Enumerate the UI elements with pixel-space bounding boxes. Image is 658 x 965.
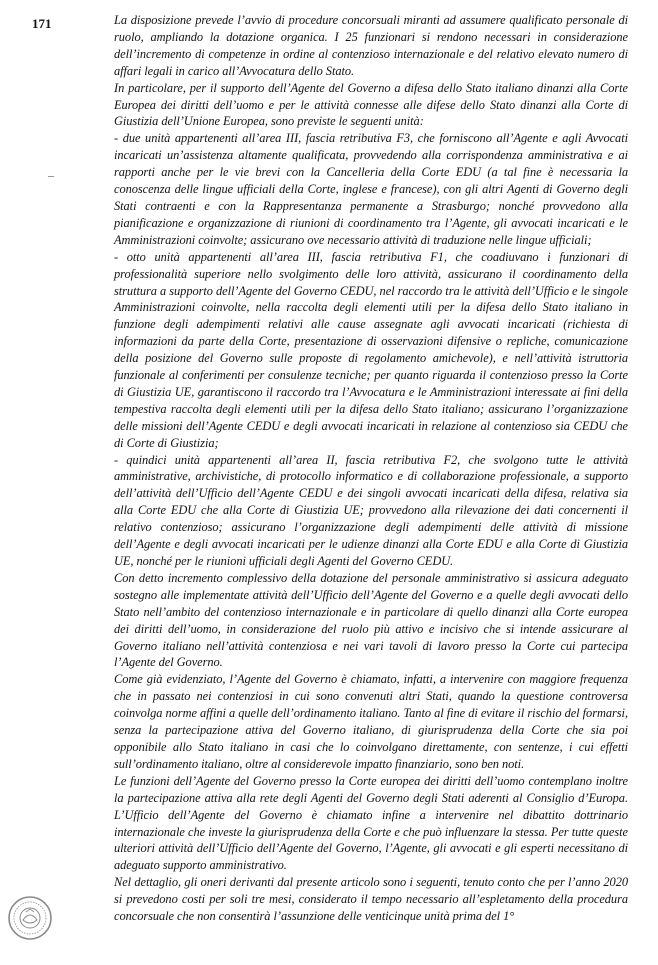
seal-stamp-icon xyxy=(6,894,54,942)
document-body xyxy=(114,12,628,925)
page-number: 171 xyxy=(32,16,52,31)
margin-mark xyxy=(48,176,54,177)
paragraph: Con detto incremento complessivo della dotazione del personale amministrativo si assicura adeguato sostegno alle implementate attività dell’Ufficio dell’Agente del Governo e a quelle degli avvocati dello Stato nell’ambito del contenzioso internazionale e in particolare di quello dinanzi alla Corte europea dei diritti dell’uomo, in considerazione del ruolo più attivo e incisivo che si intende assicurare al Governo italiano nell’attività contenziosa e nei vari tavoli di lavoro presso la Corte cui partecipa l’Agente del Governo. xyxy=(114,570,628,670)
paragraph: Nel dettaglio, gli oneri derivanti dal presente articolo sono i seguenti, tenuto conto che per l’anno 2020 si prevedono costi per soli tre mesi, considerato il tempo necessario all’espletamento della procedura concorsuale che non consentirà l’assunzione delle venticinque unità prima del 1° xyxy=(114,875,628,924)
paragraph: Come già evidenziato, l’Agente del Governo è chiamato, infatti, a intervenire con maggiore frequenza che in passato nei contenziosi in cui sono convenuti altri Stati, quando la questione controversa coinvolga norme affini a quelle dell’ordinamento italiano. Tanto al fine di evitare il rischio del formarsi, senza la partecipazione attiva del Governo italiano, di giurisprudenza della Corte che sia poi opponibile allo Stato italiano in casi che lo coinvolgano direttamente, con sentenze, i cui effetti sull’ordinamento italiano, oltre al considerevole impatto finanziario, sono ben noti. xyxy=(114,672,628,771)
paragraph: Le funzioni dell’Agente del Governo presso la Corte europea dei diritti dell’uomo contemplano inoltre la partecipazione attiva alla rete degli Agenti del Governo degli Stati aderenti al Consiglio d’Europa. L’Ufficio dell’Agente del Governo è chiamato infine a intervenire nel dibattito dottrinario internazionale che investe la giurisprudenza della Corte e che può influenzare la stessa. Per tutte queste ulteriori attività dell’Ufficio dell’Agente del Governo, l’Agente, gli avvocati e gli esperti necessitano di adeguato supporto amministrativo. xyxy=(114,773,628,873)
list-item: - due unità appartenenti all’area III, fascia retributiva F3, che forniscono all’Agente e agli Avvocati incaricati un’assistenza altamente qualificata, provvedendo alla corrispondenza amministrativa e ai rapporti anche per le vie brevi con la Cancelleria della Corte EDU (a tal fine è necessaria la conoscenza delle lingue ufficiali della Corte, inglese e francese), con gli altri Agenti di Governo degli Stati contraenti e con la Rappresentanza permanente a Strasburgo; nonché provvedono alla pianificazione e organizzazione di riunioni di coordinamento tra l’Agente, gli avvocati incaricati e le Amministrazioni coinvolte; assicurano ove necessario attività di traduzione nelle lingue ufficiali; xyxy=(114,131,628,247)
list-item: - otto unità appartenenti all’area III, fascia retributiva F1, che coadiuvano i funzionari di professionalità superiore nello svolgimento delle loro attività, assicurano il coordinamento della struttura a supporto dell’Agente del Governo CEDU, nel raccordo tra le attività dell’Ufficio e le singole Amministrazioni coinvolte, nella raccolta degli elementi utili per la difesa dello Stato italiano in funzione degli adempimenti relativi alle cause assegnate agli avvocati incaricati (richiesta di informazioni da parte della Corte, presentazione di osservazioni difensive o repliche, comunicazione della posizione del Governo sulle proposte di regolamento amichevole), e nell’attività istruttoria funzionale al conferimenti per consulenze tecniche; per quanto riguarda il contenzioso presso la Corte di Giustizia UE, garantiscono il raccordo tra l’Avvocatura e le Amministrazioni interessate ai fini della tempestiva raccolta degli elementi utili per la difesa dello Stato italiano; assicurano l’organizzazione delle missioni dell’Agente CEDU e degli avvocati incaricati in relazione al contenzioso sia CEDU che di Corte di Giustizia; xyxy=(114,249,628,450)
paragraph: La disposizione prevede l’avvio di procedure concorsuali miranti ad assumere qualificato personale di ruolo, ampliando la dotazione organica. I 25 funzionari si rendono necessari in considerazione dell’incremento di competenze in ordine al contenzioso internazionale e del relativo elevato numero di affari legali in carico all’Avvocatura dello Stato. xyxy=(114,13,628,78)
paragraph: In particolare, per il supporto dell’Agente del Governo a difesa dello Stato italiano dinanzi alla Corte Europea dei diritti dell’uomo e per le attività connesse alle difese dello Stato dinanzi alla Corte di Giustizia dell’Unione Europea, sono previste le seguenti unità: xyxy=(114,80,628,129)
list-item: - quindici unità appartenenti all’area II, fascia retributiva F2, che svolgono tutte le attività amministrative, archivistiche, di protocollo informatico e di collaborazione professionale, a supporto dell’attività dell’Ufficio dell’Agente CEDU e dei singoli avvocati incaricati della difesa, relativa sia alla Corte EDU che alla Corte di Giustizia UE; provvedono alla rilevazione dei dati concernenti il relativo contenzioso; assicurano l’organizzazione degli adempimenti delle attività di missione dell’Agente e degli avvocati incaricati per le udienze dinanzi alla Corte EDU e alla Corte di Giustizia UE, nonché per le riunioni ufficiali degli Agenti del Governo CEDU. xyxy=(114,452,628,568)
